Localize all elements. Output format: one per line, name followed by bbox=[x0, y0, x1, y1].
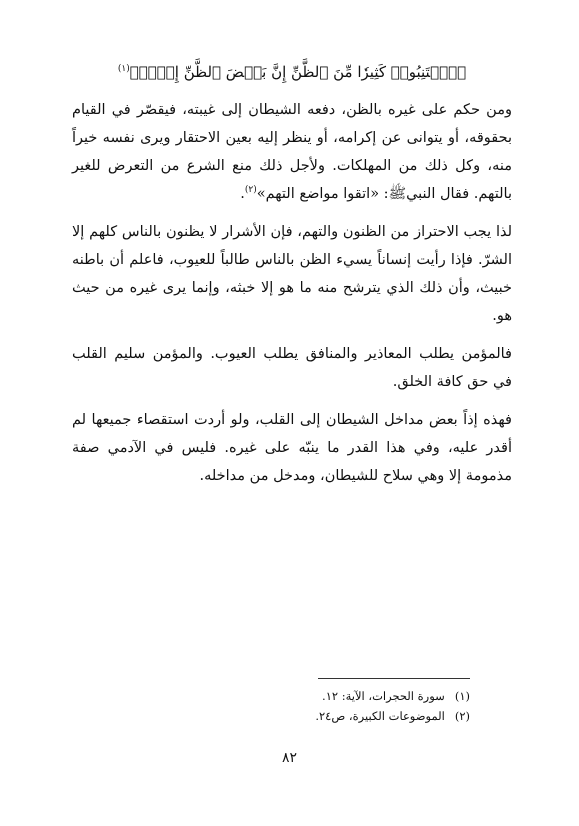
footnotes bbox=[200, 686, 470, 726]
verse-text: ﴿ٱجۡتَنِبُوا۟ كَثِيرٗا مِّنَ ٱلظَّنِّ إِنَّ بَعۡضَ ٱلظَّنِّ إِثۡمٞ﴾ bbox=[129, 63, 467, 81]
paragraph-text: ومن حكم على غيره بالظن، دفعه الشيطان إلى غيبته، فيقصّر في القيام بحقوقه، أو يتوانى عن إكرامه، أو ينظر إليه بعين الاحتقار ويرى نفسه خيراً منه، وكل ذلك من المهلكات. ولأجل ذلك منع الشرع من التعرض للغير بالتهم. فقال النبيﷺ: «اتقوا مواضع التهم» bbox=[72, 102, 512, 202]
page-body bbox=[72, 58, 512, 500]
paragraph bbox=[72, 96, 512, 208]
page-number: ٨٢ bbox=[281, 750, 298, 766]
footnote bbox=[200, 706, 470, 726]
paragraph-end: . bbox=[240, 186, 245, 202]
paragraph-text: لذا يجب الاحتراز من الظنون والتهم، فإن الأشرار لا يظنون بالناس كلهم إلا الشرّ. فإذا رأيت إنساناً يسيء الظن بالناس طالباً للعيوب، فاعلم أن باطنه خبيث، وأن ذلك الذي يترشح منه ما هو إلا خبثه، وإنما يرى غيره من حيث هو. bbox=[72, 224, 512, 324]
verse-footnote-ref: (١) bbox=[117, 64, 130, 74]
footnote-number: (٢) bbox=[454, 709, 470, 723]
paragraph bbox=[72, 218, 512, 330]
paragraph bbox=[72, 406, 512, 490]
footnote bbox=[200, 686, 470, 706]
paragraph-text: فالمؤمن يطلب المعاذير والمنافق يطلب العيوب. والمؤمن سليم القلب في حق كافة الخلق. bbox=[72, 346, 512, 390]
paragraph bbox=[72, 340, 512, 396]
footnote-text: سورة الحجرات، الآية: ١٢. bbox=[322, 689, 445, 703]
footnote-number: (١) bbox=[454, 689, 470, 703]
footnote-ref: (٢) bbox=[244, 185, 257, 196]
footnote-text: الموضوعات الكبيرة، ص٢٤. bbox=[315, 709, 445, 723]
quran-verse bbox=[72, 58, 512, 86]
footnote-divider bbox=[318, 678, 470, 679]
paragraph-text: فهذه إذاً بعض مداخل الشيطان إلى القلب، ولو أردت استقصاء جميعها لم أقدر عليه، وفي هذا القدر ما ينبّه على غيره. فليس في الآدمي صفة مذمومة إلا وهي سلاح للشيطان، ومدخل من مداخله. bbox=[72, 412, 512, 484]
